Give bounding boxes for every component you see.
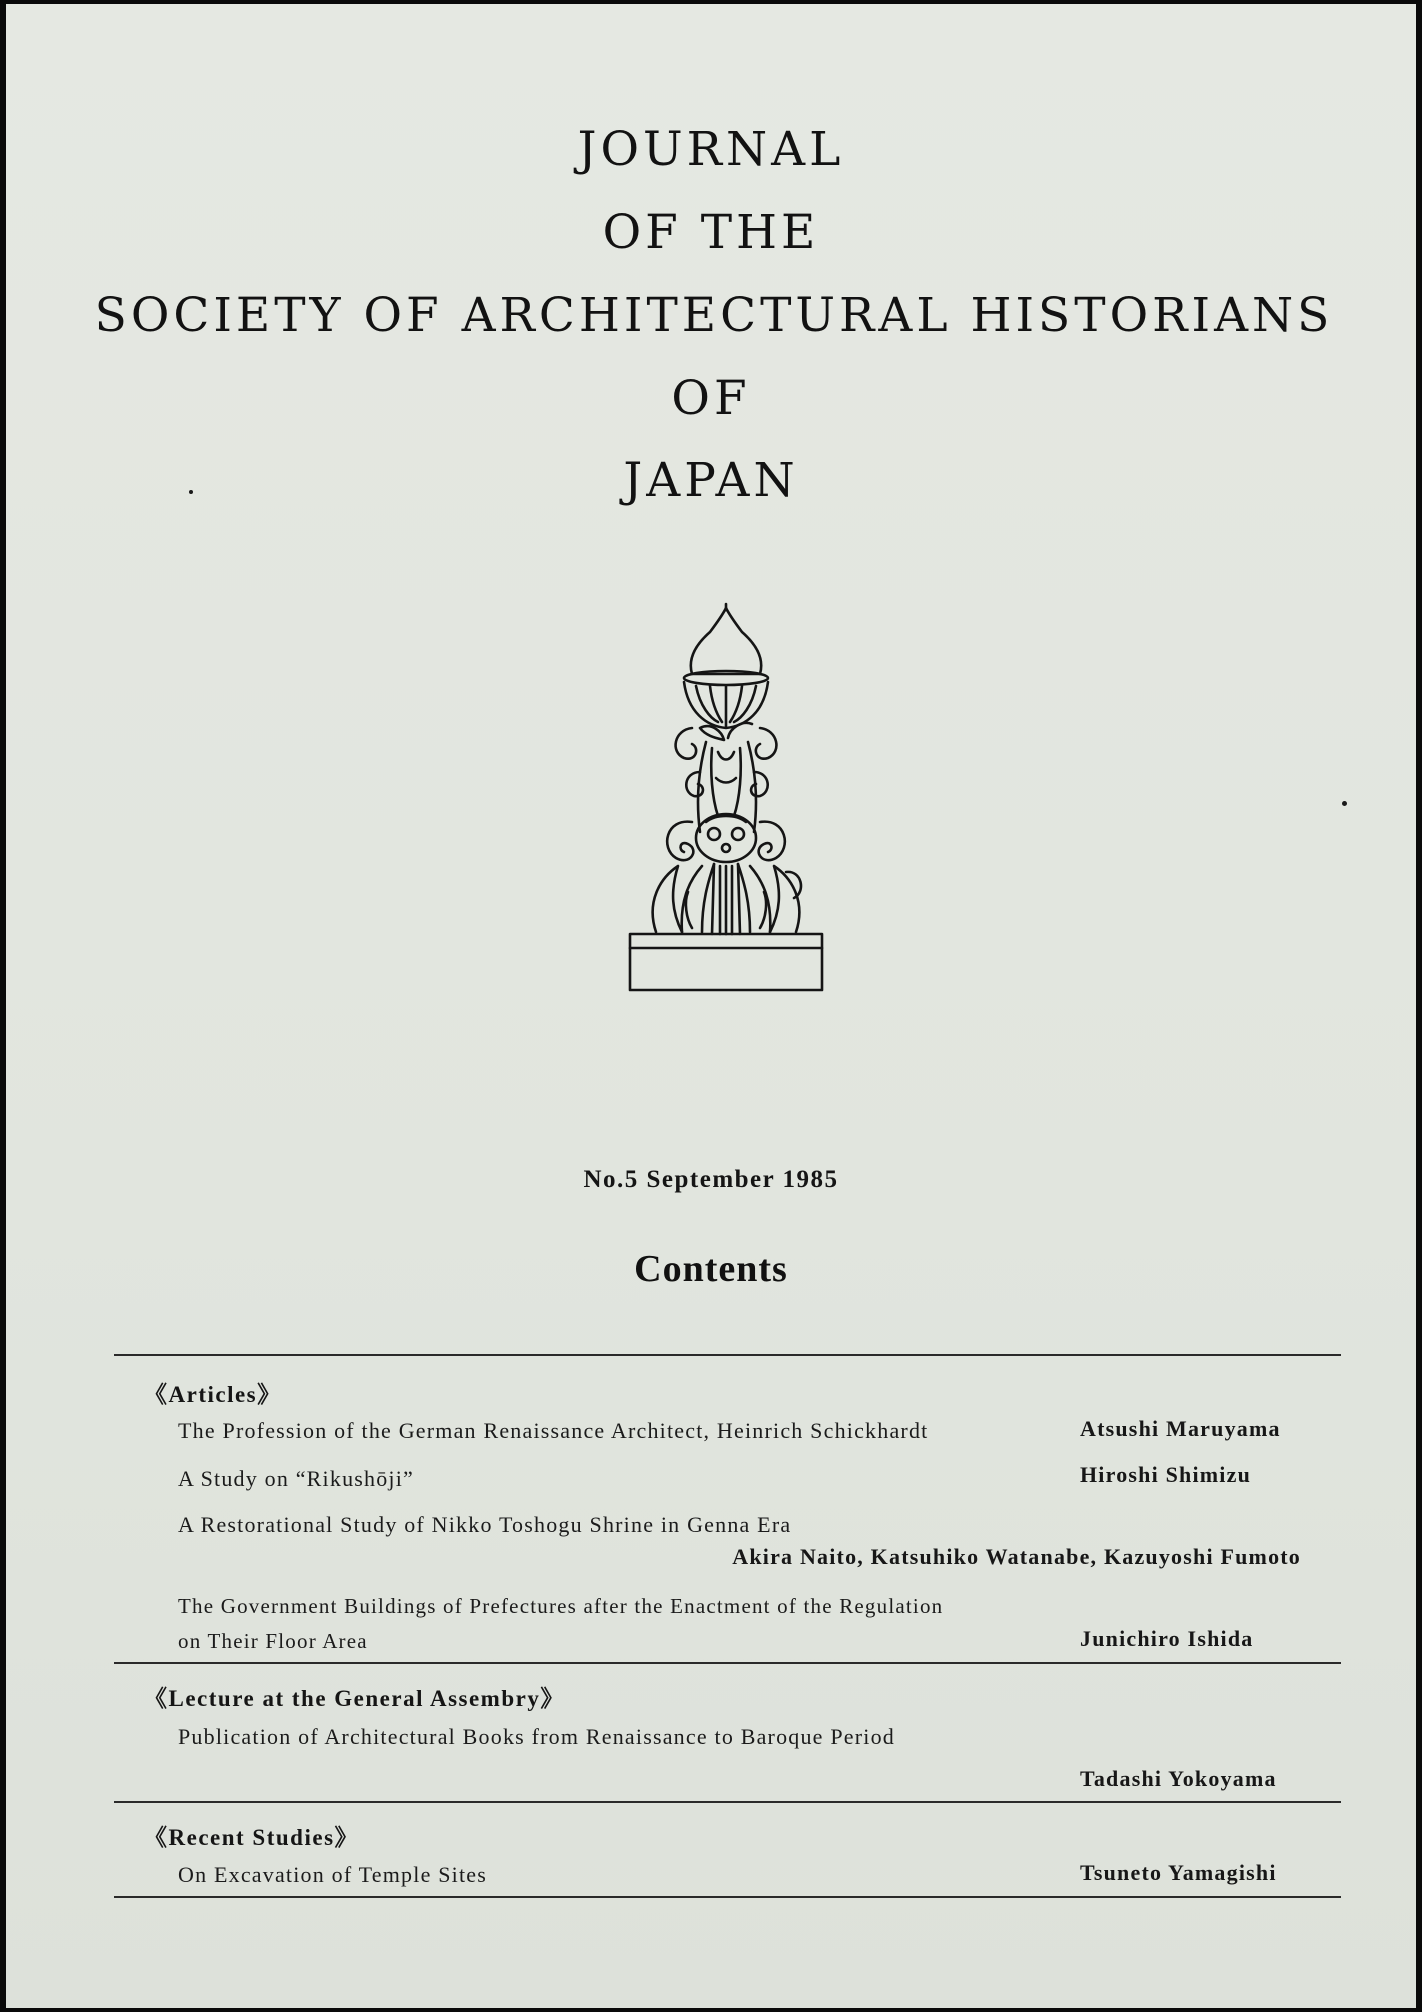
title-line-1: JOURNAL xyxy=(577,122,845,177)
speck xyxy=(189,490,193,494)
title-line-2: OF THE xyxy=(602,205,820,260)
contents-heading: Contents xyxy=(634,1248,788,1290)
lecture-title: Publication of Architectural Books from Renaissance to Baroque Period xyxy=(178,1724,895,1749)
article-title: A Restorational Study of Nikko Toshogu Shrine in Genna Era xyxy=(178,1512,792,1537)
article-author: Hiroshi Shimizu xyxy=(1080,1462,1252,1487)
issue-info: No.5 September 1985 xyxy=(583,1166,839,1193)
ornamental-finial-emblem-icon xyxy=(626,602,826,994)
divider-bottom xyxy=(114,1896,1341,1898)
section-heading-lecture: 《Lecture at the General Assembry》 xyxy=(144,1686,565,1711)
article-author: Junichiro Ishida xyxy=(1080,1626,1254,1651)
lecture-author: Tadashi Yokoyama xyxy=(1080,1766,1277,1791)
section-heading-articles: 《Articles》 xyxy=(144,1382,282,1407)
divider-top xyxy=(114,1354,1341,1356)
journal-cover xyxy=(6,4,1416,2008)
divider-after-articles xyxy=(114,1662,1341,1664)
article-title-line-2: on Their Floor Area xyxy=(178,1629,368,1653)
title-line-3: SOCIETY OF ARCHITECTURAL HISTORIANS xyxy=(94,288,1334,343)
article-authors: Akira Naito, Katsuhiko Watanabe, Kazuyoshi Fumoto xyxy=(732,1544,1301,1569)
speck xyxy=(1342,801,1347,806)
article-title: A Study on “Rikushōji” xyxy=(178,1466,415,1491)
title-line-4: OF xyxy=(671,371,751,426)
title-line-5: JAPAN xyxy=(623,453,799,508)
study-title: On Excavation of Temple Sites xyxy=(178,1862,488,1887)
section-heading-recent-studies: 《Recent Studies》 xyxy=(144,1825,360,1850)
article-title-line-1: The Government Buildings of Prefectures after the Enactment of the Regulation xyxy=(178,1594,944,1618)
divider-after-lecture xyxy=(114,1801,1341,1803)
study-author: Tsuneto Yamagishi xyxy=(1080,1860,1277,1885)
article-author: Atsushi Maruyama xyxy=(1080,1416,1281,1441)
article-title: The Profession of the German Renaissance Architect, Heinrich Schickhardt xyxy=(178,1418,929,1443)
